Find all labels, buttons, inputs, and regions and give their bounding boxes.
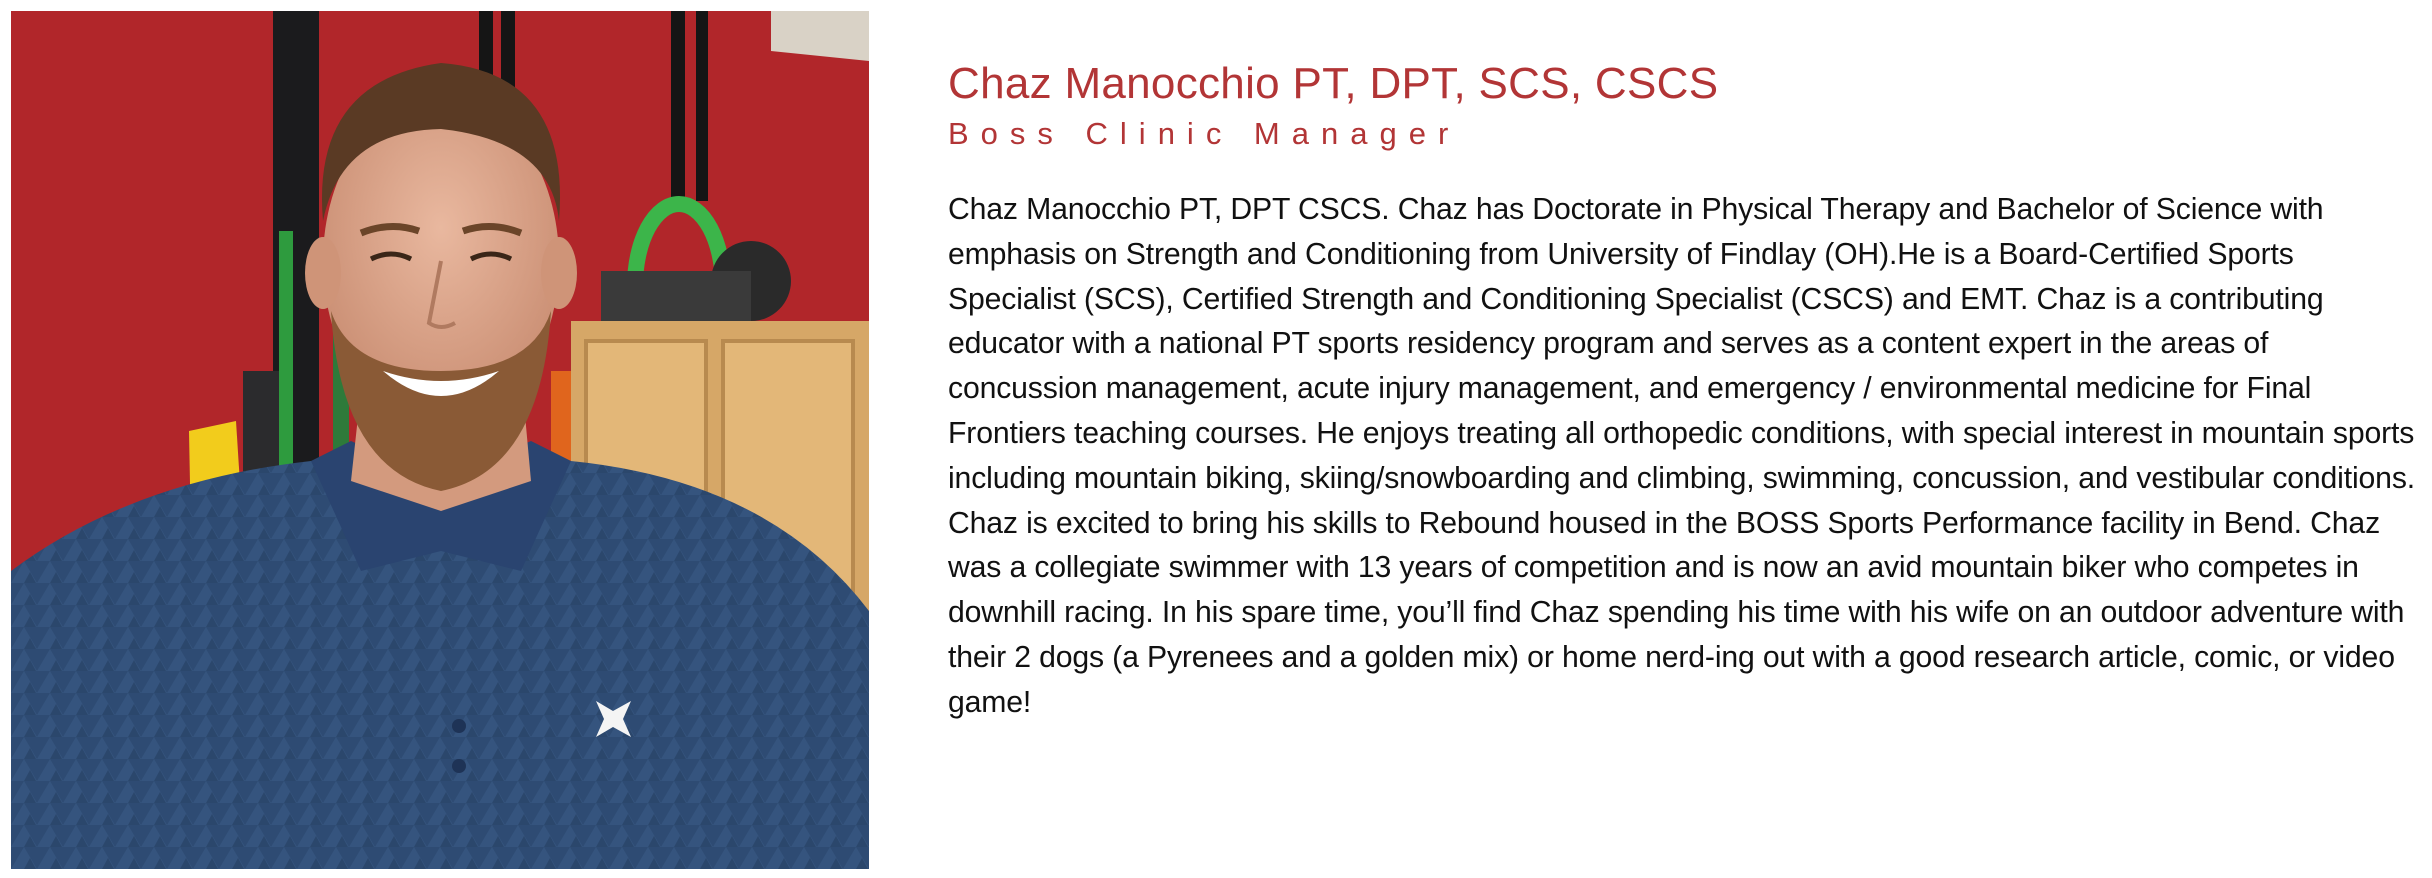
staff-bio: Chaz Manocchio PT, DPT CSCS. Chaz has Doctorate in Physical Therapy and Bachelor of Science with emphasis on Strength and Conditioning from University of Findlay (OH).He is a Board-Certified Sports Specialist (SCS), Certified Strength and Conditioning Specialist (CSCS) and EMT. Chaz is a contributing educator with a national PT sports residency program and serves as a content expert in the areas of concussion management, acute injury management, and emergency / environmental medicine for Final Frontiers teaching courses. He enjoys treating all orthopedic conditions, with special interest in mountain sports including mountain biking, skiing/snowboarding and climbing, swimming, concussion, and vestibular conditions. Chaz is excited to bring his skills to Rebound housed in the BOSS Sports Performance facility in Bend. Chaz was a collegiate swimmer with 13 years of competition and is now an avid mountain biker who competes in downhill racing. In his spare time, you’ll find Chaz spending his time with his wife on an outdoor adventure with their 2 dogs (a Pyrenees and a golden mix) or home nerd-ing out with a good research article, comic, or video game! <box>948 193 2415 719</box>
staff-role: Boss Clinic Manager <box>948 116 1461 151</box>
staff-name: Chaz Manocchio PT, DPT, SCS, CSCS <box>948 59 1719 108</box>
staff-photo <box>11 11 869 869</box>
bio-block <box>948 54 2418 726</box>
